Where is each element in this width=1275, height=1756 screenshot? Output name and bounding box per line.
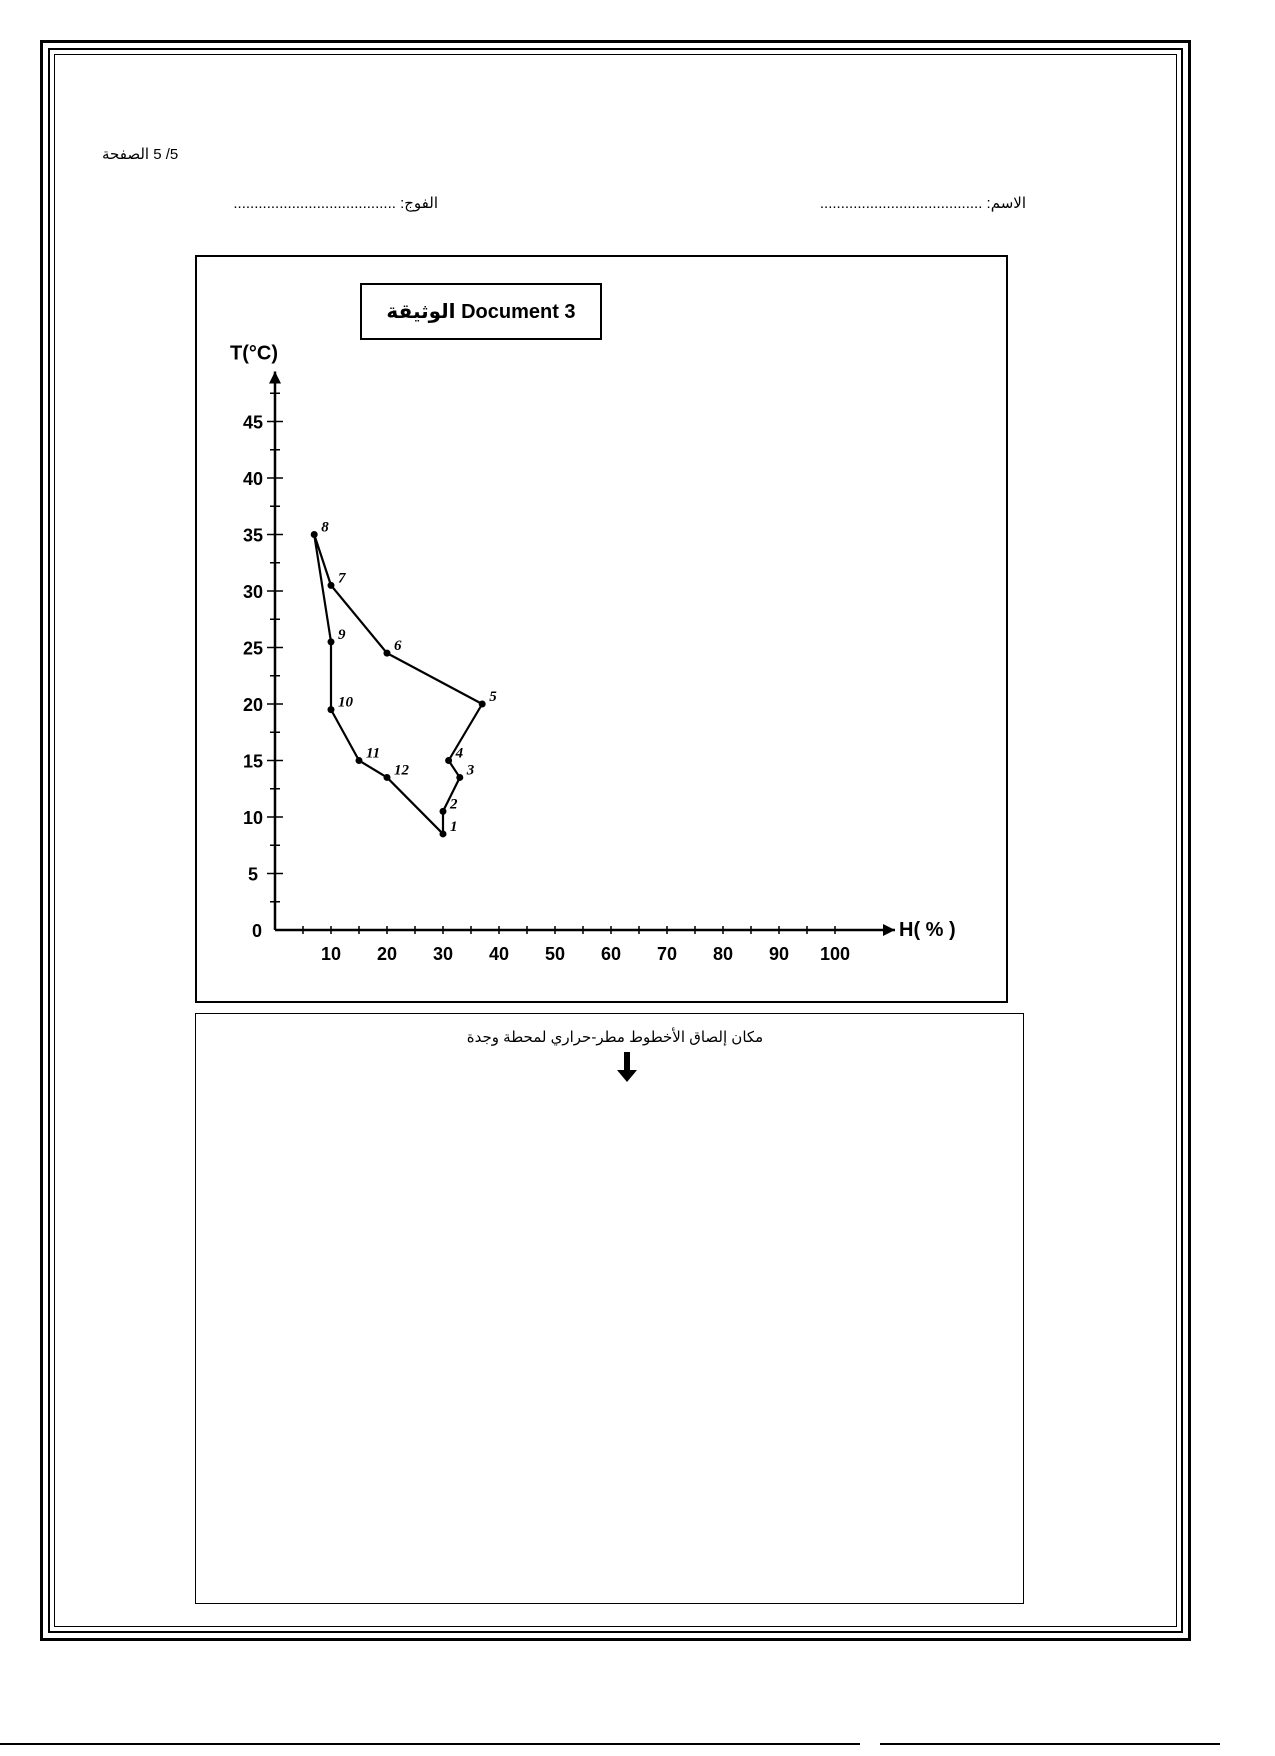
document-title: الوثيقة Document 3	[360, 283, 602, 340]
y-tick-label: 40	[242, 469, 264, 489]
y-tick-label: 15	[242, 751, 264, 772]
x-axis-label: H( % )	[899, 919, 956, 941]
point-label: 3	[466, 762, 475, 779]
data-point	[440, 808, 447, 815]
y-axis-label: T(°C)	[230, 342, 278, 365]
point-label: 4	[455, 745, 464, 762]
y-tick-label: 35	[242, 525, 264, 546]
point-label: 6	[394, 638, 402, 655]
student-name-field[interactable]: الاسم: .......................................	[819, 195, 1026, 212]
y-tick-label: 0	[251, 921, 263, 941]
x-tick-label: 100	[819, 944, 851, 964]
x-tick-label: 80	[712, 944, 734, 964]
footer-rule-right	[880, 1743, 1220, 1745]
point-label: 12	[394, 762, 409, 779]
x-tick-label: 60	[600, 944, 622, 964]
data-point	[479, 701, 486, 708]
data-point	[384, 650, 391, 657]
data-point	[328, 582, 335, 589]
point-label: 9	[338, 626, 346, 643]
y-tick-label: 20	[242, 695, 264, 715]
paste-area-label: مكان إلصاق الأخطوط مطر-حراري لمحطة وجدة	[466, 1029, 764, 1046]
x-tick-label: 70	[656, 944, 678, 964]
x-tick-label: 50	[544, 944, 566, 964]
arrow-down-icon	[617, 1052, 637, 1082]
page-number: 5/ 5 الصفحة	[102, 146, 179, 163]
data-point	[328, 638, 335, 645]
x-tick-label: 30	[432, 944, 454, 964]
x-tick-label: 40	[488, 944, 510, 964]
paste-area	[195, 1013, 1024, 1604]
point-label: 7	[338, 570, 346, 587]
x-tick-label: 10	[320, 944, 342, 964]
data-point	[445, 757, 452, 764]
point-label: 2	[450, 796, 458, 813]
climate-chart	[195, 255, 1008, 1003]
y-tick-label: 30	[242, 582, 264, 602]
point-label: 5	[489, 689, 497, 705]
y-axis-arrow	[269, 372, 281, 384]
x-axis-arrow	[883, 924, 895, 936]
data-point	[311, 531, 318, 538]
x-tick-label: 90	[768, 944, 790, 964]
footer-rule-left	[0, 1743, 860, 1745]
data-point	[356, 757, 363, 764]
y-tick-label: 5	[247, 864, 259, 885]
data-point	[328, 706, 335, 713]
point-label: 8	[321, 519, 329, 536]
data-point	[456, 774, 463, 781]
point-label: 11	[366, 745, 381, 762]
data-point	[384, 774, 391, 781]
y-tick-label: 10	[242, 808, 264, 828]
student-group-field[interactable]: الفوج: .......................................	[233, 195, 438, 212]
y-tick-label: 45	[242, 412, 264, 433]
y-tick-label: 25	[242, 638, 264, 659]
point-label: 10	[338, 694, 353, 711]
point-label: 1	[450, 818, 458, 835]
x-tick-label: 20	[376, 944, 398, 964]
data-point	[440, 830, 447, 837]
